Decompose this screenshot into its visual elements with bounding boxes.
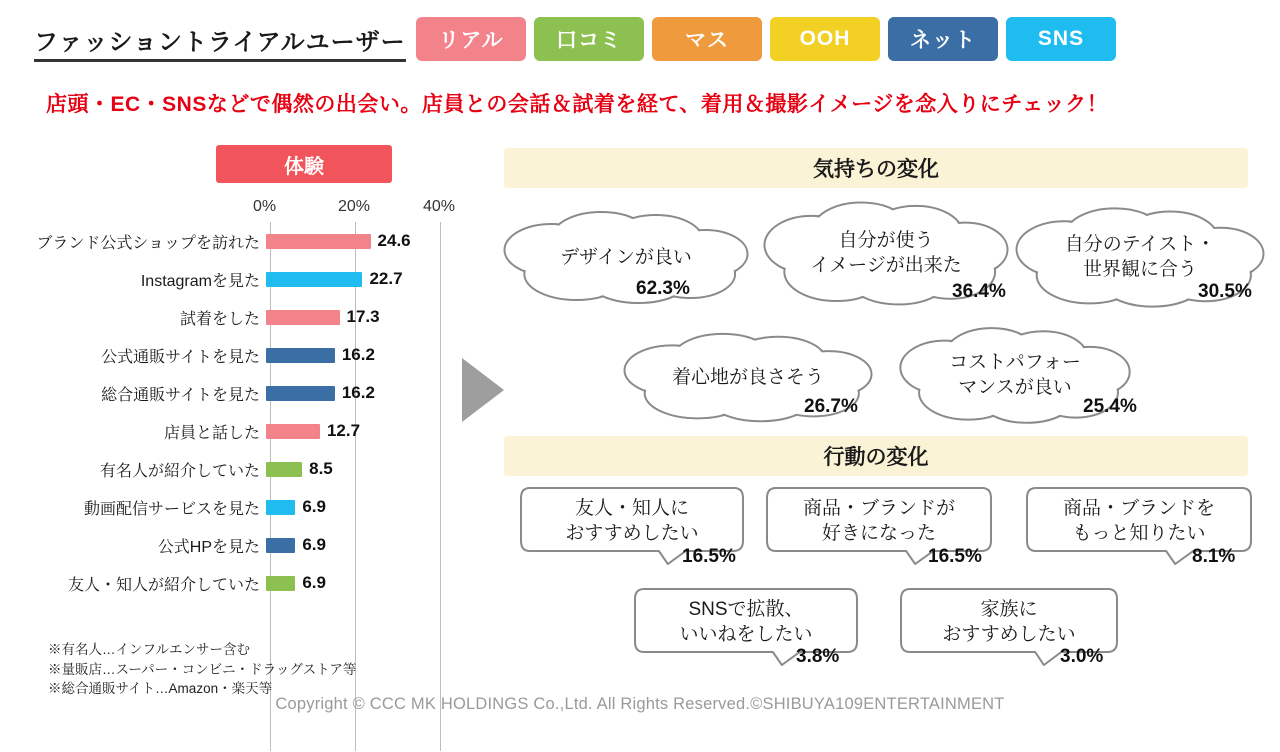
x-tick-label: 20% <box>338 198 371 215</box>
bar-value-label: 16.2 <box>341 383 375 402</box>
bar-container <box>266 374 466 412</box>
bar-row <box>0 412 470 450</box>
bar-value-label: 6.9 <box>302 497 326 516</box>
bar <box>266 310 340 325</box>
bar-container <box>266 222 466 260</box>
action-bubble-label: 商品・ブランドが 好きになった <box>802 498 955 544</box>
action-bubble-label: 友人・知人に おすすめしたい <box>565 498 699 544</box>
bar-category-label: 友人・知人が紹介していた <box>67 576 260 594</box>
bar-value-label: 16.2 <box>341 345 375 364</box>
bar-container <box>266 450 466 488</box>
bar-value-label: 12.7 <box>326 421 361 440</box>
category-chip[interactable]: マス <box>652 17 762 61</box>
footnote-line: ※量販店…スーパー・コンビニ・ドラッグストア等 <box>48 661 357 677</box>
flow-arrow-icon <box>462 358 504 422</box>
category-chip[interactable]: SNS <box>1006 17 1116 61</box>
feeling-cloud-label: デザインが良い <box>560 246 692 268</box>
bar-category-label: 試着をした <box>179 310 260 328</box>
bar-value-label: 22.7 <box>369 269 403 288</box>
experience-badge: 体験 <box>216 145 392 183</box>
bar-row <box>0 374 470 412</box>
bar <box>266 500 295 515</box>
bar <box>266 348 335 363</box>
action-bubble-label: SNSで拡散、 いいねをしたい <box>679 599 813 645</box>
x-tick-label: 0% <box>253 198 277 215</box>
bar-row <box>0 488 470 526</box>
bar-category-label: Instagramを見た <box>140 272 260 290</box>
bar-row-list <box>0 222 470 602</box>
action-percentage: 16.5% <box>928 546 982 567</box>
action-percentage: 16.5% <box>682 546 736 567</box>
feeling-percentage: 36.4% <box>952 281 1006 302</box>
bar-value-label: 6.9 <box>302 535 326 554</box>
action-percentage: 8.1% <box>1192 546 1236 567</box>
bar-category-label: ブランド公式ショップを訪れた <box>36 234 260 252</box>
feeling-cloud-label: 自分のテイスト・ 世界観に合う <box>1064 234 1216 280</box>
bar-row <box>0 336 470 374</box>
feeling-cloud <box>502 208 750 308</box>
footnote-line: ※有名人…インフルエンサー含む <box>48 642 250 657</box>
category-chip[interactable]: 口コミ <box>534 17 644 61</box>
footnote-line: ※総合通販サイト…Amazon・楽天等 <box>48 681 273 697</box>
bar <box>266 234 371 249</box>
section-header-feelings: 気持ちの変化 <box>504 148 1248 188</box>
action-bubble-label: 家族に おすすめしたい <box>942 599 1076 645</box>
header <box>0 0 1280 70</box>
bar-row <box>0 564 470 602</box>
bar-value-label: 24.6 <box>377 231 411 250</box>
feeling-percentage: 25.4% <box>1083 396 1137 417</box>
bar-container <box>266 564 466 602</box>
action-bubble-label: 商品・ブランドを もっと知りたい <box>1062 498 1215 544</box>
bar-container <box>266 298 466 336</box>
bar-row <box>0 298 470 336</box>
feeling-cloud-label: コストパフォー マンスが良い <box>949 352 1081 398</box>
bar <box>266 424 320 439</box>
bar-category-label: 公式通販サイトを見た <box>101 348 260 366</box>
feeling-percentage: 30.5% <box>1198 281 1252 302</box>
category-chip[interactable]: OOH <box>770 17 880 61</box>
category-chip[interactable]: リアル <box>416 17 526 61</box>
feeling-cloud-label: 着心地が良さそう <box>671 366 824 388</box>
bar-category-label: 公式HPを見た <box>157 538 260 556</box>
bar-value-label: 8.5 <box>309 459 333 478</box>
bar-row <box>0 260 470 298</box>
bar-container <box>266 526 466 564</box>
experience-chart <box>0 140 470 680</box>
feeling-percentage: 26.7% <box>804 396 858 417</box>
bar-category-label: 店員と話した <box>163 424 260 442</box>
bar-value-label: 6.9 <box>302 573 326 592</box>
action-percentage: 3.8% <box>796 646 840 667</box>
subtitle: 店頭・EC・SNSなどで偶然の出会い。店員との会話＆試着を経て、着用＆撮影イメージを念入りにチェック！ <box>46 93 1109 116</box>
page-title: ファッショントライアルユーザー <box>34 22 406 62</box>
bar-category-label: 動画配信サービスを見た <box>83 500 260 518</box>
bar-container <box>266 412 466 450</box>
bar-row <box>0 222 470 260</box>
bar-value-label: 17.3 <box>346 307 380 326</box>
feeling-percentage: 62.3% <box>636 278 690 299</box>
bar <box>266 272 362 287</box>
copyright-footer: Copyright © CCC MK HOLDINGS Co.,Ltd. All Rights Reserved.©SHIBUYA109ENTERTAINMENT <box>275 695 1005 713</box>
section-header-actions: 行動の変化 <box>504 436 1248 476</box>
x-axis-tick-labels <box>0 198 470 218</box>
bar-row <box>0 526 470 564</box>
category-chip[interactable]: ネット <box>888 17 998 61</box>
bar <box>266 386 335 401</box>
bar <box>266 576 295 591</box>
bar-container <box>266 260 466 298</box>
bar-container <box>266 488 466 526</box>
bar <box>266 538 295 553</box>
feeling-cloud-label: 自分が使う イメージが出来た <box>810 230 962 276</box>
footnotes <box>48 640 356 699</box>
x-tick-label: 40% <box>423 198 456 215</box>
category-chip-list <box>416 17 1116 61</box>
bar <box>266 462 302 477</box>
bar-row <box>0 450 470 488</box>
bar-category-label: 有名人が紹介していた <box>99 462 260 480</box>
bar-container <box>266 336 466 374</box>
action-percentage: 3.0% <box>1060 646 1104 667</box>
bar-category-label: 総合通販サイトを見た <box>101 386 260 404</box>
